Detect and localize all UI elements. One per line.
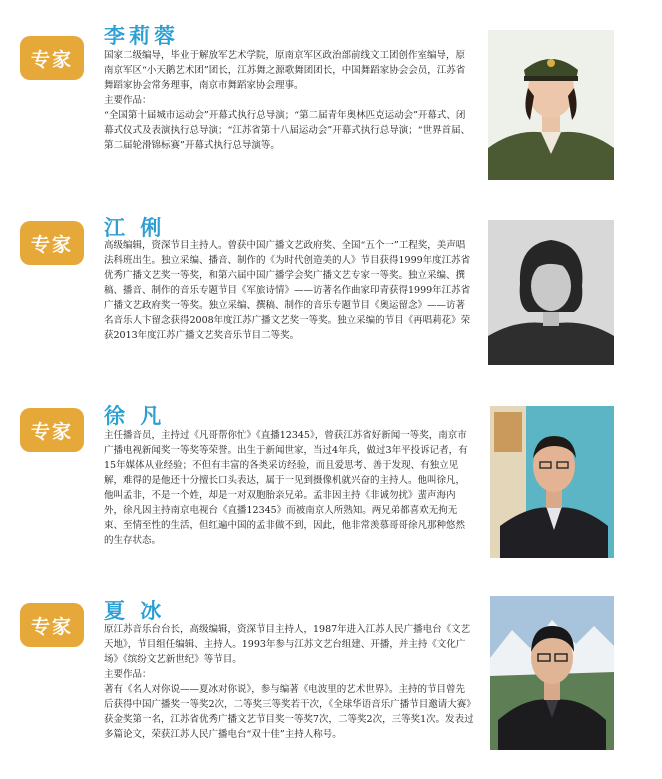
bio-paragraph: 主要作品： (104, 95, 152, 106)
expert-bio (104, 428, 474, 548)
expert-badge: 专家 (20, 603, 84, 647)
bio-paragraph: “全国第十届城市运动会”开幕式执行总导演；“第二届青年奥林匹克运动会”开幕式、闭幕式仪式及表演执行总导演；“江苏省第十八届运动会”开幕式执行总导演；“世界首届、第二届轮滑锦标赛”开幕式执行总导演等。 (104, 110, 471, 151)
expert-name: 徐 凡 (104, 404, 166, 428)
expert-badge: 专家 (20, 36, 84, 80)
expert-bio (104, 238, 474, 343)
expert-badge: 专家 (20, 408, 84, 452)
expert-photo (488, 220, 614, 365)
expert-bio (104, 48, 474, 153)
bio-paragraph: 著有《名人对你说——夏冰对你说》，参与编著《电波里的艺术世界》。主持的节目曾先后获得中国广播奖一等奖2次，二等奖三等奖若干次，《全球华语音乐广播节目邀请大赛》获金奖第一名，江苏省优秀广播文艺节目奖一等奖7次，二等奖2次，三等奖1次。发表过多篇论文，荣获江苏人民广播电台“双十佳”主持人称号。 (104, 684, 474, 740)
expert-bio (104, 622, 474, 742)
expert-name: 夏 冰 (104, 599, 166, 623)
bio-paragraph: 主要作品： (104, 669, 152, 680)
expert-name: 江 俐 (104, 216, 166, 240)
bio-paragraph: 国家二级编导，毕业于解放军艺术学院，原南京军区政治部前线文工团创作室编导，原南京军区“小天鹅艺术团”团长，江苏舞之源歌舞团团长，中国舞蹈家协会会员，江苏省舞蹈家协会常务理事，南京市舞蹈家协会理事。 (104, 50, 466, 91)
expert-name: 李莉蓉 (104, 24, 179, 48)
expert-photo (490, 596, 614, 750)
expert-photo (490, 406, 614, 558)
expert-photo (488, 30, 614, 180)
bio-paragraph: 原江苏音乐台台长，高级编辑，资深节目主持人，1987年进入江苏人民广播电台《文艺天地》，节目组任编辑、主持人。1993年参与江苏文艺台组建、开播，并主持《文化广场》《缤纷文艺新世纪》等节目。 (104, 624, 471, 665)
bio-paragraph: 主任播音员，主持过《凡哥帮你忙》《直播12345》，曾获江苏省好新闻一等奖，南京市广播电视新闻奖一等奖等荣誉。出生于新闻世家，当过4年兵，做过3年平投诉记者，有15年媒体从业经验；不但有丰富的各类采访经验，而且爱思考、善于发现、有独立见解，难得的是他还十分擅长口头表达，属于一见到摄像机就兴奋的主持人。他叫徐凡，他叫孟非，不是一个姓，却是一对双胞胎亲兄弟。孟非因主持《非诚勿扰》蜚声海内外，徐凡因主持南京电视台《直播12345》而被南京人所熟知。两兄弟都喜欢无拘无束、至情至性的生活，但红遍中国的孟非做不到，因此，他非常羡慕哥哥徐凡那种悠然的生存状态。 (104, 430, 468, 546)
expert-badge: 专家 (20, 221, 84, 265)
bio-paragraph: 高级编辑，资深节目主持人。曾获中国广播文艺政府奖、全国“五个一”工程奖，美声唱法科班出生。独立采编、播音、制作的《为时代创造美的人》节目获得1999年度江苏省优秀广播文艺奖一等奖，和第六届中国广播学会奖广播文艺专家一等奖。独立采编、撰稿、播音、制作的音乐专题节目《军旅诗情》——访著名作曲家印青获得1999年江苏省广播文艺政府奖一等奖。独立采编、撰稿、制作的音乐专题节目《奥运留念》——访著名音乐人卞留念获得2008年度江苏广播文艺奖一等奖。独立采编的节目《再唱莉花》荣获2013年度江苏广播文艺奖音乐节目二等奖。 (104, 240, 471, 341)
